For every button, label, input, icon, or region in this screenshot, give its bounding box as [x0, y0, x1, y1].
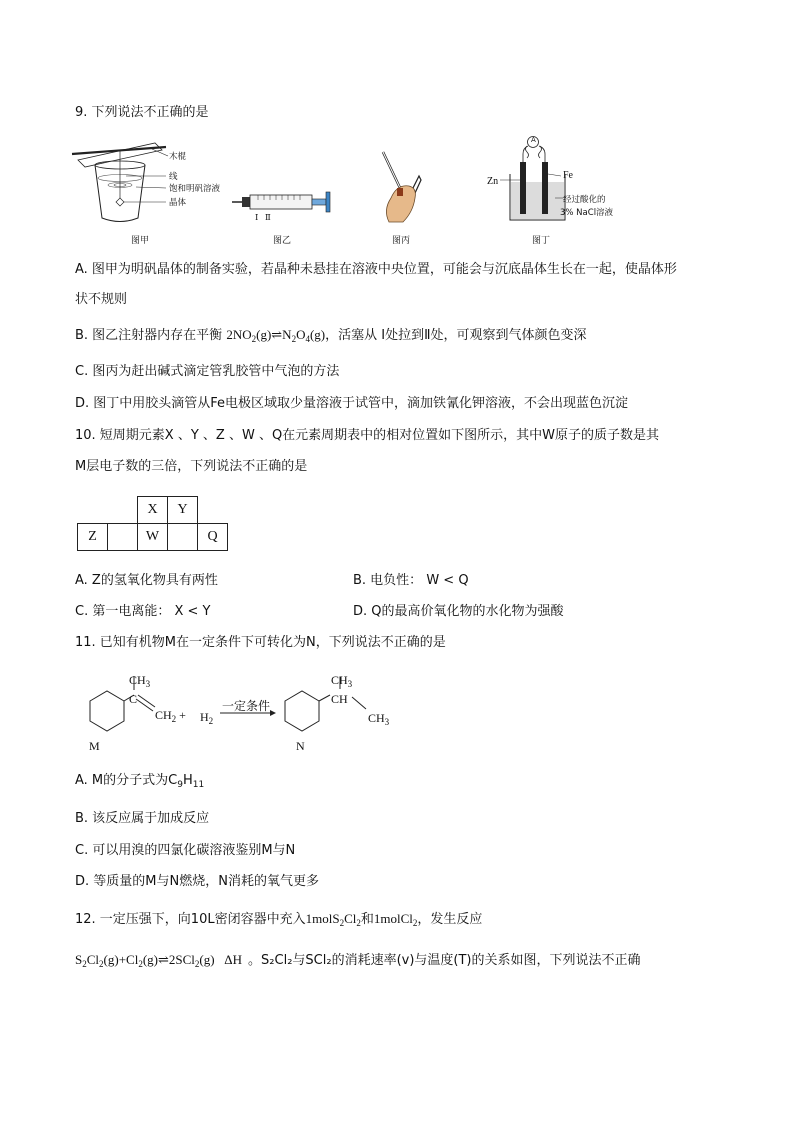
label-m: M: [89, 739, 100, 753]
figure-bing: [375, 150, 435, 225]
q9-stem: 9. 下列说法不正确的是: [75, 105, 209, 120]
fig4-label-meter: A: [531, 136, 536, 144]
cell-w: W: [138, 524, 168, 551]
fig4-label-zn: Zn: [487, 176, 499, 187]
q10-option-b: B. 电负性： W < Q: [353, 573, 469, 588]
label-n: N: [296, 739, 305, 753]
m-c: C: [129, 692, 138, 706]
fig2-label-1: Ⅰ: [255, 212, 259, 222]
q10-stem-line1: 10. 短周期元素X 、Y 、Z 、W 、Q在元素周期表中的相对位置如下图所示，其中W原子的质子数是其: [75, 428, 660, 443]
fig2-caption: 图乙: [273, 236, 292, 246]
reaction-condition: 一定条件: [222, 699, 271, 713]
m-ch3: $CH_3$: [129, 673, 151, 689]
q10-stem-line2: M层电子数的三倍，下列说法不正确的是: [75, 459, 308, 474]
q12-reactants: $1molS_2Cl_2$: [305, 911, 361, 928]
n-ch3-right: $CH_3$: [368, 711, 390, 727]
cell-y: Y: [168, 497, 198, 524]
fig1-label-solution: 饱和明矾溶液: [169, 184, 221, 194]
q9-option-c: C. 图丙为赶出碱式滴定管乳胶管中气泡的方法: [75, 364, 340, 379]
q10-option-d: D. Q的最高价氧化物的水化物为强酸: [353, 604, 564, 619]
q10-option-c: C. 第一电离能： X < Y: [75, 604, 211, 619]
q9-option-d: D. 图丁中用胶头滴管从Fe电极区域取少量溶液于试管中，滴加铁氰化钾溶液，不会出现蓝色沉淀: [75, 396, 629, 411]
q9-option-b: [75, 326, 587, 348]
fig4-label-sol1: 经过酸化的: [563, 195, 606, 205]
fig1-caption: 图甲: [131, 236, 150, 246]
q9-option-b-post: ，活塞从 Ⅰ处拉到Ⅱ处，可观察到气体颜色变深: [325, 328, 587, 343]
q12-equation: $S_2Cl_2(g)+Cl_2(g)\rightleftharpoons 2SCl_2(g)$ ΔH: [75, 952, 243, 969]
q11-option-c: C. 可以用溴的四氯化碳溶液鉴别M与N: [75, 843, 296, 858]
periodic-table-fragment: [77, 496, 258, 551]
n-ch: CH: [331, 692, 348, 706]
cell-q: Q: [198, 524, 228, 551]
fig1-label-crystal: 晶体: [169, 198, 187, 208]
fig4-label-fe: Fe: [563, 170, 573, 181]
n-ch3-top: $CH_3$: [331, 673, 353, 689]
fig2-label-2: Ⅱ: [265, 212, 271, 222]
q12-equation-line: $S_2Cl_2(g)+Cl_2(g)\rightleftharpoons 2SCl_2(g)$ ΔH 。S₂Cl₂与SCl₂的消耗速率(v)与温度(T)的关系如图，下列说法不正确: [75, 952, 641, 969]
q11-option-d: D. 等质量的M与N燃烧，N消耗的氧气更多: [75, 874, 319, 889]
fig1-label-thread: 线: [169, 172, 178, 182]
h2: $H_2$: [200, 710, 214, 726]
fig4-label-sol2: 3% NaCl溶液: [560, 208, 614, 218]
q9-option-a-line2: 状不规则: [75, 292, 128, 307]
q12-stem: 12. 一定压强下，向10L密闭容器中充入$1molS_2Cl_2$和1molCl$_2$，发生反应: [75, 911, 483, 928]
q11-option-b: B. 该反应属于加成反应: [75, 811, 210, 826]
fig3-caption: 图丙: [392, 236, 411, 246]
cell-x: X: [138, 497, 168, 524]
q11-option-a: A. M的分子式为$C_9H_{11}$: [75, 773, 205, 790]
fig1-label-stick: 木棍: [169, 152, 187, 162]
q10-option-a: A. Z的氢氧化物具有两性: [75, 573, 218, 588]
q11-stem: 11. 已知有机物M在一定条件下可转化为N，下列说法不正确的是: [75, 635, 446, 650]
figure-yi: [230, 190, 340, 220]
m-ch2: $CH_2$ +: [155, 708, 186, 724]
q9-option-b-pre: B. 图乙注射器内存在平衡: [75, 328, 227, 343]
q9-option-b-equation: $2NO_2(g)\rightleftharpoons N_2O_4(g)$: [226, 327, 326, 344]
q9-option-a-line1: A. 图甲为明矾晶体的制备实验，若晶种未悬挂在溶液中央位置，可能会与沉底晶体生长在一起，使晶体形: [75, 262, 677, 277]
cell-z: Z: [78, 524, 108, 551]
fig4-caption: 图丁: [532, 236, 551, 246]
